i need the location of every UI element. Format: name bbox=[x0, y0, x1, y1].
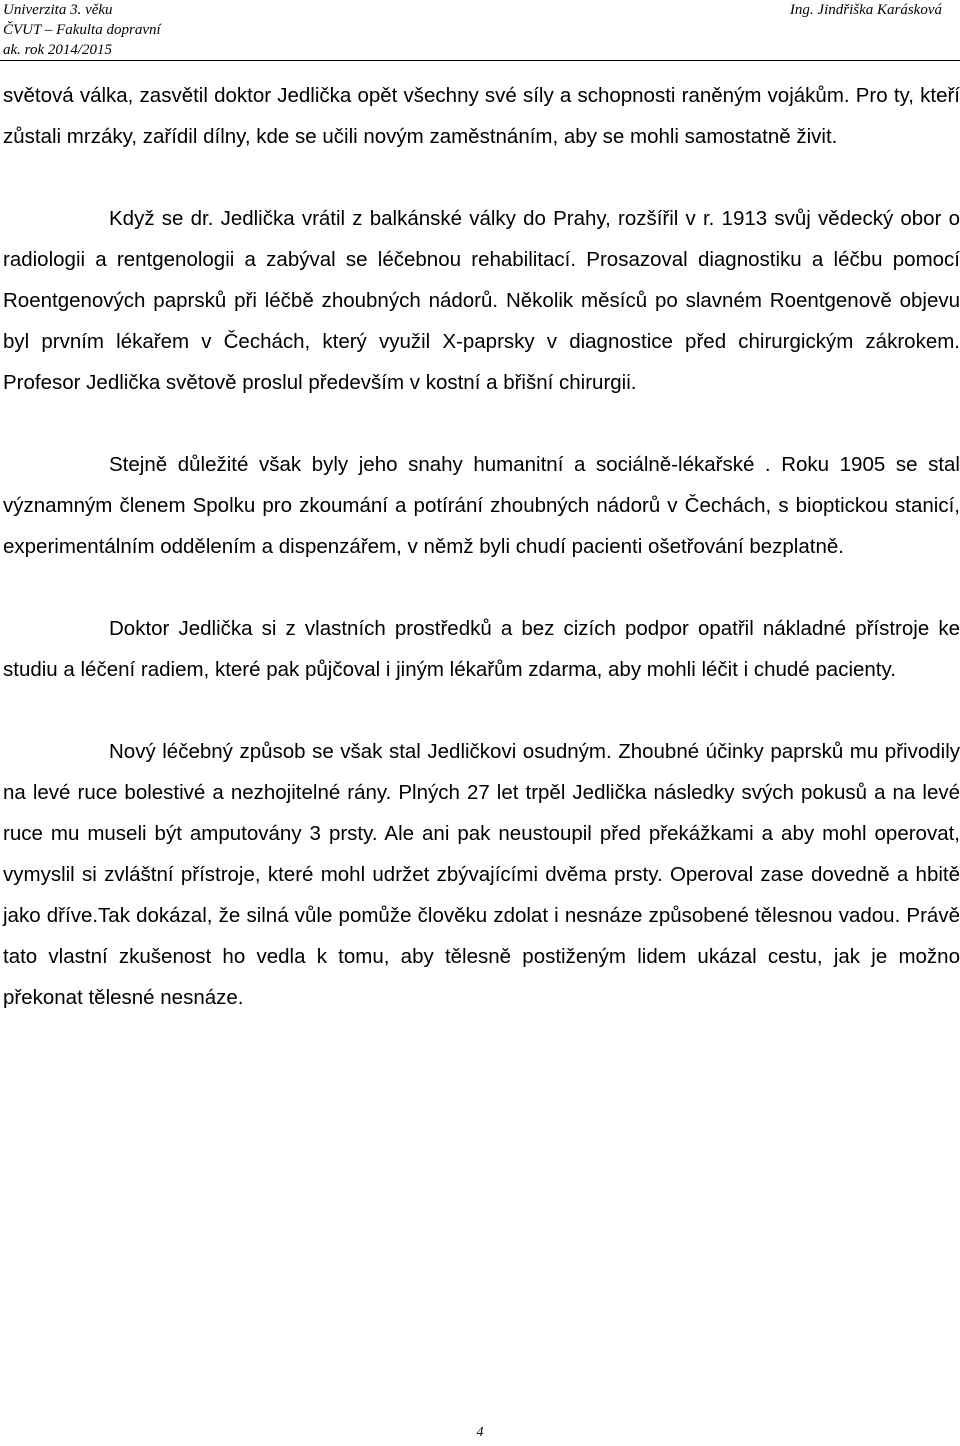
header-institution bbox=[3, 0, 161, 60]
header-university: Univerzita 3. věku bbox=[3, 2, 113, 18]
document-body bbox=[3, 75, 960, 1059]
header-author: Ing. Jindřiška Karásková bbox=[789, 2, 942, 18]
paragraph-consequences: Nový léčebný způsob se však stal Jedličkovi osudným. Zhoubné účinky paprsků mu přivodily na levé ruce bolestivé a nezhojitelné rány. Plných 27 let trpěl Jedlička následky svých pokusů a na levé ruce mu museli být amputovány 3 prsty. Ale ani pak neustoupil před překážkami a aby mohl operovat, vymyslil si zvláštní přístroje, které mohl udržet zbývajícími dvěma prsty. Operoval zase dovedně a hbitě jako dříve.Tak dokázal, že silná vůle pomůže člověku zdolat i nesnáze způsobené tělesnou vadou. Právě tato vlastní zkušenost ho vedla k tomu, aby tělesně postiženým lidem ukázal cestu, jak je možno překonat tělesné nesnáze. bbox=[3, 740, 960, 1009]
paragraph-radiology: Když se dr. Jedlička vrátil z balkánské války do Prahy, rozšířil v r. 1913 svůj vědecký obor o radiologii a rentgenologii a zabýval se léčebnou rehabilitací. Prosazoval diagnostiku a léčbu pomocí Roentgenových paprsků při léčbě zhoubných nádorů. Několik měsíců po slavném Roentgenově objevu byl prvním lékařem v Čechách, který využil X-paprsky v diagnostice před chirurgickým zákrokem. Profesor Jedlička světově proslul především v kostní a břišní chirurgii. bbox=[3, 207, 960, 394]
paragraph-radium-equipment: Doktor Jedlička si z vlastních prostředků a bez cizích podpor opatřil nákladné přístroje ke studiu a léčení radiem, které pak půjčoval i jiným lékařům zdarma, aby mohli léčit i chudé pacienty. bbox=[3, 617, 960, 681]
paragraph-humanitarian: Stejně důležité však byly jeho snahy humanitní a sociálně-lékařské . Roku 1905 se stal významným členem Spolku pro zkoumání a potírání zhoubných nádorů v Čechách, s bioptickou stanicí, experimentálním oddělením a dispenzářem, v němž byli chudí pacienti ošetřování bezplatně. bbox=[3, 453, 960, 558]
header-faculty: ČVUT – Fakulta dopravní bbox=[3, 22, 161, 38]
paragraph-continuation: světová válka, zasvětil doktor Jedlička opět všechny své síly a schopnosti raněným vojákům. Pro ty, kteří zůstali mrzáky, zařídil dílny, kde se učili novým zaměstnáním, aby se mohli samostatně živit. bbox=[3, 84, 960, 148]
header-academic-year: ak. rok 2014/2015 bbox=[3, 42, 113, 58]
page-number: 4 bbox=[476, 1425, 484, 1440]
page-header bbox=[0, 0, 960, 60]
header-divider bbox=[0, 60, 960, 61]
